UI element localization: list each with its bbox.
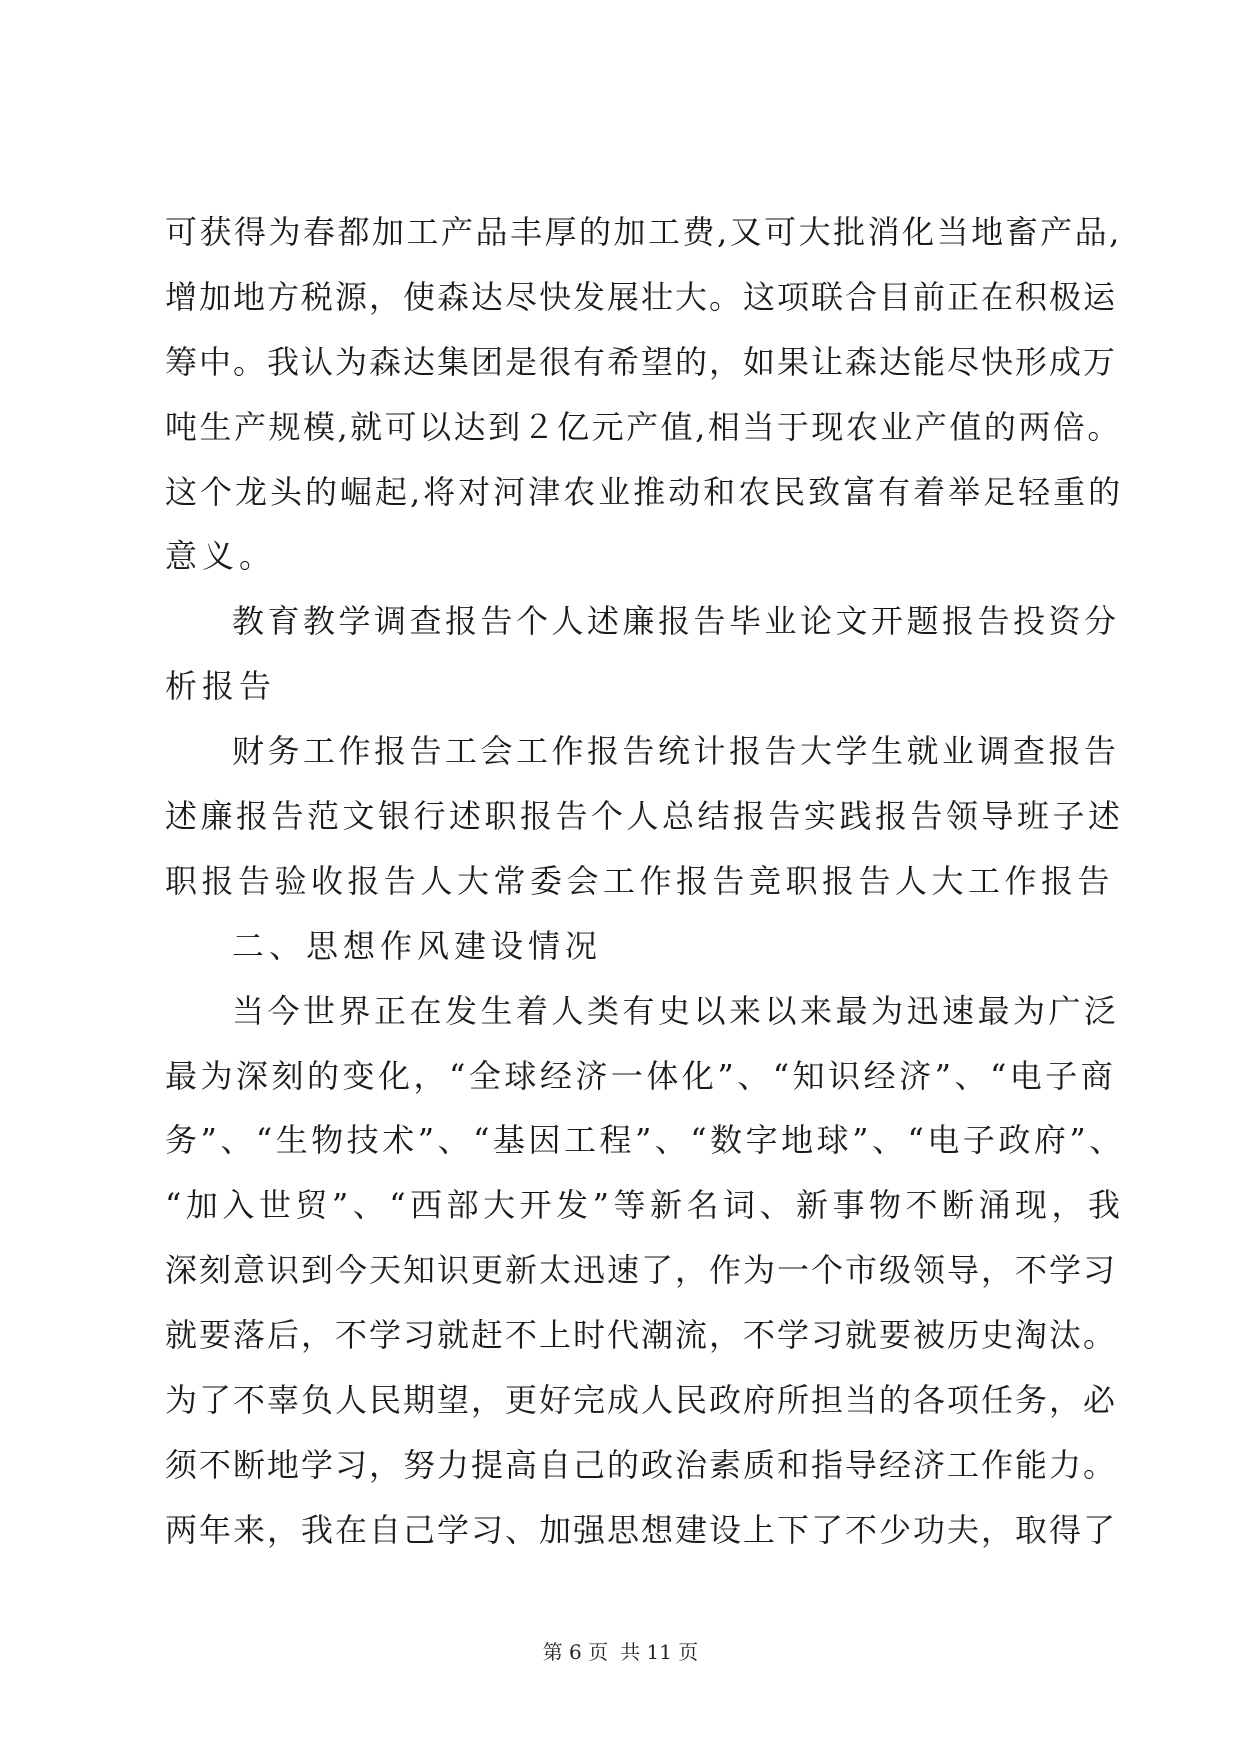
text-line: 教育教学调查报告个人述廉报告毕业论文开题报告投资分 bbox=[232, 602, 1120, 641]
text-line: 可获得为春都加工产品丰厚的加工费,又可大批消化当地畜产品, bbox=[165, 213, 1122, 251]
text-line: 须不断地学习，努力提高自己的政治素质和指导经济工作能力。 bbox=[165, 1445, 1118, 1484]
text-line: 深刻意识到今天知识更新太迅速了，作为一个市级领导，不学习 bbox=[165, 1251, 1118, 1290]
text-line: 就要落后，不学习就赶不上时代潮流，不学习就要被历史淘汰。 bbox=[165, 1316, 1118, 1355]
page-number: 第 6 页 bbox=[542, 1640, 609, 1664]
text-line: 述廉报告范文银行述职报告个人总结报告实践报告领导班子述 bbox=[165, 797, 1124, 836]
text-line: 财务工作报告工会工作报告统计报告大学生就业调查报告 bbox=[232, 732, 1120, 771]
text-line: 析报告 bbox=[165, 667, 277, 706]
text-line: “加入世贸”、“西部大开发”等新名词、新事物不断涌现，我 bbox=[165, 1186, 1125, 1225]
text-line: 职报告验收报告人大常委会工作报告竞职报告人大工作报告 bbox=[165, 861, 1115, 900]
text-line: 吨生产规模,就可以达到２亿元产值,相当于现农业产值的两倍。 bbox=[165, 407, 1122, 446]
text-line: 这个龙头的崛起,将对河津农业推动和农民致富有着举足轻重的 bbox=[165, 472, 1124, 511]
text-line: 务”、“生物技术”、“基因工程”、“数字地球”、“电子政府”、 bbox=[165, 1121, 1125, 1160]
page-footer bbox=[0, 1640, 1241, 1664]
text-line: 筹中。我认为森达集团是很有希望的，如果让森达能尽快形成万 bbox=[165, 342, 1118, 381]
text-line: 增加地方税源，使森达尽快发展壮大。这项联合目前正在积极运 bbox=[165, 277, 1118, 316]
page-total: 共 11 页 bbox=[620, 1640, 699, 1664]
section-heading: 二、思想作风建设情况 bbox=[232, 926, 603, 965]
text-line: 为了不辜负人民期望，更好完成人民政府所担当的各项任务，必 bbox=[165, 1381, 1118, 1420]
text-line: 最为深刻的变化，“全球经济一体化”、“知识经济”、“电子商 bbox=[165, 1056, 1117, 1095]
text-line: 两年来，我在自己学习、加强思想建设上下了不少功夫，取得了 bbox=[165, 1510, 1118, 1549]
body-text bbox=[165, 200, 1125, 1563]
text-line: 当今世界正在发生着人类有史以来以来最为迅速最为广泛 bbox=[232, 991, 1120, 1030]
text-line: 意义。 bbox=[165, 537, 277, 576]
